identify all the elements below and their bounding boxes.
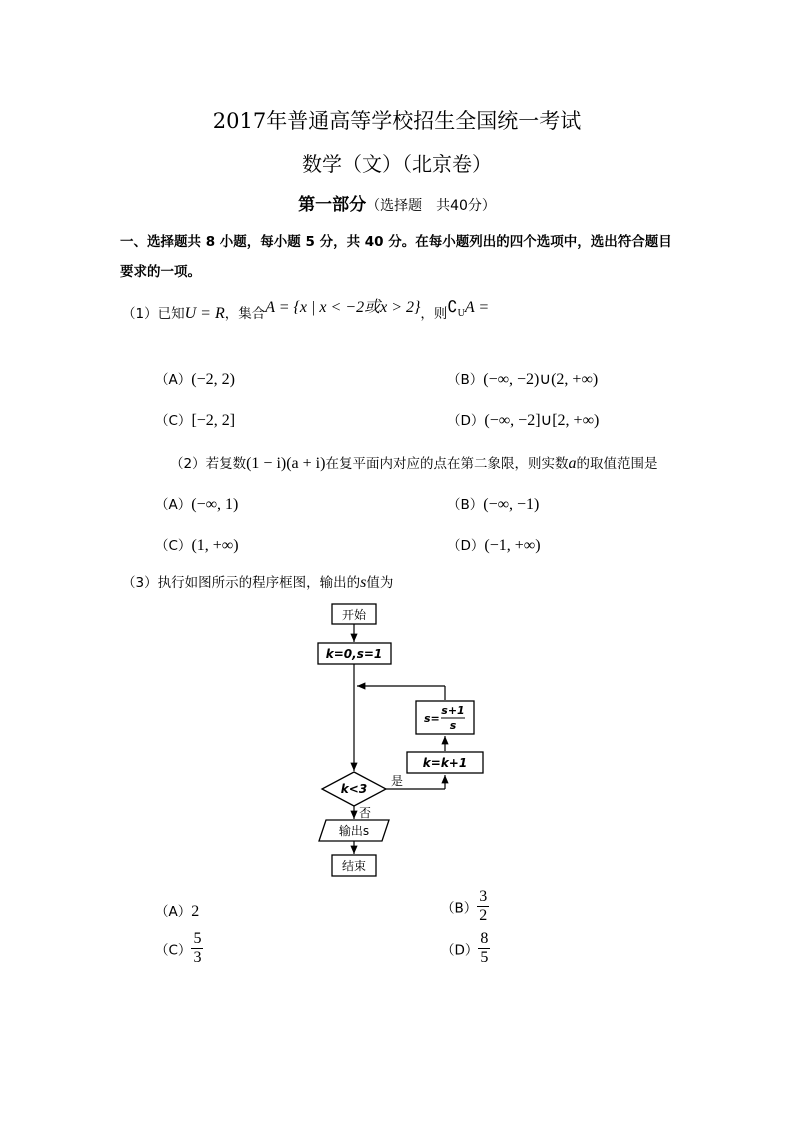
q1-then: ，则 xyxy=(420,306,448,322)
part-note: （选择题 共40分） xyxy=(366,198,496,214)
q2-tail: 的取值范围是 xyxy=(576,456,658,472)
exam-subtitle: 数学（文）（北京卷） xyxy=(302,152,492,176)
q2-expression: (1 − i)(a + i) xyxy=(246,455,326,472)
section-instruction-line2: 要求的一项。 xyxy=(120,264,201,280)
flowchart xyxy=(300,598,490,883)
q1-option-d[interactable]: （D）(−∞, −2]∪[2, +∞) xyxy=(447,412,600,429)
q2-option-c[interactable]: （C）(1, +∞) xyxy=(155,537,239,554)
part-heading xyxy=(0,190,794,215)
flow-output-label: 输出s xyxy=(338,824,370,838)
q3-tail: 值为 xyxy=(366,575,394,591)
flow-update-k-label: k=k+1 xyxy=(422,756,468,770)
q3-option-a[interactable]: （A）2 xyxy=(155,903,200,920)
q3-option-c[interactable]: （C） $\frac{5}{3}$ xyxy=(155,930,202,966)
q2-number: （2）若复数 xyxy=(170,456,247,472)
exam-title: 2017年普通高等学校招生全国统一考试 xyxy=(212,109,582,133)
q1-option-c[interactable]: （C）[−2, 2] xyxy=(155,412,236,429)
q1-set: A = {x | x < −2或x > 2} xyxy=(265,299,421,316)
q1-option-b[interactable]: （B）(−∞, −2)∪(2, +∞) xyxy=(447,371,599,388)
q3-variable: s xyxy=(360,574,367,591)
q3-option-b[interactable]: （B） $\frac{3}{2}$ xyxy=(441,888,488,924)
section-instruction-line1: 一、选择题共 8 小题，每小题 5 分，共 40 分。在每小题列出的四个选项中，选出符合题目 xyxy=(120,234,672,250)
q2-variable: a xyxy=(568,455,577,472)
question-3 xyxy=(122,571,393,592)
flow-init-label: k=0,s=1 xyxy=(325,647,383,661)
q1-number: （1）已知 xyxy=(122,306,185,322)
q3-option-d[interactable]: （D） $\frac{8}{5}$ xyxy=(441,930,489,966)
q2-option-d[interactable]: （D）(−1, +∞) xyxy=(447,537,541,554)
flow-start-label: 开始 xyxy=(341,608,367,622)
question-2 xyxy=(170,452,657,473)
q2-option-a[interactable]: （A）(−∞, 1) xyxy=(155,496,239,513)
q1-universe: U = R xyxy=(184,305,225,322)
q1-option-a[interactable]: （A）(−2, 2) xyxy=(155,371,235,388)
flow-yes-label: 是 xyxy=(391,774,404,788)
flow-update-s-denominator: s xyxy=(449,719,457,732)
flow-update-s-numerator: s+1 xyxy=(441,704,465,717)
q3-number: （3）执行如图所示的程序框图，输出的 xyxy=(122,575,361,591)
question-1 xyxy=(122,300,489,325)
flow-no-label: 否 xyxy=(359,806,372,820)
flow-end-label: 结束 xyxy=(341,859,367,873)
q2-mid: 在复平面内对应的点在第二象限，则实数 xyxy=(325,456,569,472)
q2-option-b[interactable]: （B）(−∞, −1) xyxy=(447,496,540,513)
q1-complement-symbol: $∁_UA$ = xyxy=(447,299,490,320)
flow-decision-label: k<3 xyxy=(340,782,368,796)
part-title: 第一部分 xyxy=(298,195,367,215)
flow-update-s-label: s= xyxy=(424,712,440,725)
q1-mid: ，集合 xyxy=(224,306,266,322)
